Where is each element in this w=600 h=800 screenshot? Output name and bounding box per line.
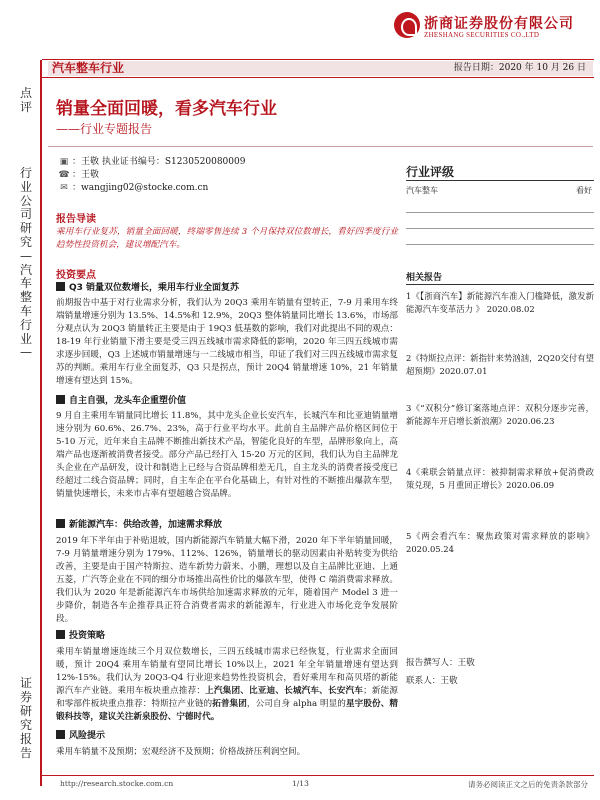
sidebar-research-path: 行业公司研究—汽车整车行业— <box>19 166 32 360</box>
section-1-heading: Q3 销量双位数增长，乘用车行业全面复苏 <box>56 282 239 295</box>
recommended-stocks-parts: 星宇股份、精锻科技等，建议关注新泉股份、宁德时代。 <box>56 699 398 722</box>
rating-row <box>406 185 592 196</box>
sidebar-report-label: 证券研究报告 <box>19 676 32 760</box>
page-number: 1/13 <box>292 779 309 788</box>
contacts-block <box>406 655 475 690</box>
rating-industry: 汽车整车 <box>406 186 438 195</box>
recommended-stocks-passenger: 上汽集团、比亚迪、长城汽车、长安汽车 <box>205 686 364 696</box>
section-3-text: 2019 年下半年由于补贴退坡，国内新能源汽车销量大幅下滑，2020 年下半年销量回暖，7-9 月销量增速分别为 179%、112%、126%，销量增长的驱动因素由补贴转变为供给改善，主要是由于国产特斯拉、造车新势力蔚来、小鹏，理想以及自主品牌比亚迪、上通五菱，广汽等企业在不同的细分市场推出高性价比的爆款车型，使得 C 端消费需求释放。我们认为 2020 年是新能源汽车市场供给加速需求释放的元年，随着国产 Model 3 进一步降价，制造各车企推荐具正符合消费者需求的新能源车，行业进入市场化竞争发展阶段。 <box>56 536 398 624</box>
section-3-heading: 新能源汽车：供给改善，加速需求释放 <box>56 519 222 532</box>
analyst-email-row <box>56 182 245 195</box>
points-heading: 投资要点 <box>56 270 96 281</box>
related-list <box>406 290 594 570</box>
related-item[interactable]: 2《特斯拉点评：新指针来势汹汹，2Q20交付有望超预期》2020.07.01 <box>406 353 594 376</box>
footer-url-link[interactable]: http://research.stocke.com.cn <box>60 779 174 788</box>
company-logo-icon <box>394 12 420 38</box>
rating-rule <box>406 180 594 181</box>
title-rule <box>48 146 593 147</box>
analyst-email[interactable]: ：wangjing02@stocke.com.cn <box>72 183 209 193</box>
section-4-heading: 投资策略 <box>56 630 105 643</box>
footer-rule <box>42 775 594 776</box>
user-icon: ▣ <box>59 157 69 167</box>
bullet-square-icon <box>56 395 65 404</box>
sidebar-report-type: 点评 <box>19 86 32 114</box>
bullet-square-icon <box>56 282 65 291</box>
section-5-heading: 风险提示 <box>56 730 105 743</box>
header-rule <box>42 59 594 60</box>
guide-heading: 报告导读 <box>56 214 96 225</box>
recommended-stock-tuopu: 拓普集团 <box>212 699 247 709</box>
analyst-phone: ：王敬 <box>72 170 100 180</box>
rating-line-2 <box>406 228 594 229</box>
related-item[interactable]: 4《乘联会销量点评：被抑制需求释放+促消费政策兑现，5 月重回正增长》2020.06.09 <box>406 467 594 490</box>
related-rule <box>406 284 594 285</box>
band-bottom-rule <box>42 77 594 78</box>
related-item[interactable]: 3《“双积分”修订案落地点评：双积分逐步完善，新能源车开启增长新浪潮》2020.06.23 <box>406 403 594 426</box>
company-name-cn: 浙商证券股份有限公司 <box>424 16 574 32</box>
rating-heading: 行业评级 <box>406 165 455 179</box>
section-2-heading: 自主自强，龙头车企重塑价值 <box>56 395 186 408</box>
analyst-name-cert: ：王敬 执业证书编号：S1230520080009 <box>72 157 246 167</box>
report-title: 销量全面回暖，看多汽车行业 <box>56 99 277 119</box>
contact-person: 联系人：王敬 <box>406 675 458 686</box>
analyst-info <box>56 156 245 195</box>
rating-line-3 <box>406 244 594 245</box>
related-item[interactable]: 1《【浙商汽车】新能源汽车准入门槛降低，激发新能源汽车变革活力 》 2020.08.02 <box>406 291 594 314</box>
related-item[interactable]: 5《两会看汽车：聚焦政策对需求释放的影响》2020.05.24 <box>406 531 594 554</box>
analyst-name-row <box>56 156 245 169</box>
guide-text: 乘用车行业复苏，销量全面回暖，终端零售连续 3 个月保持双位数增长，看好四季度行业趋势性投资机会，建议增配汽车。 <box>56 227 398 250</box>
industry-category: 汽车整车行业 <box>52 61 125 75</box>
report-subtitle: ——行业专题报告 <box>56 122 153 136</box>
report-date: 报告日期：2020 年 10 月 26 日 <box>453 63 586 73</box>
rating-value: 看好 <box>576 186 592 195</box>
rating-line-1 <box>406 212 594 213</box>
section-5-text: 乘用车销量不及预期；宏观经济不及预期；价格战挤压利润空间。 <box>56 747 306 757</box>
mail-icon: ✉ <box>60 183 68 193</box>
section-4-text: 乘用车销量增速连续三个月双位数增长，三四五线城市需求已经恢复，行业需求全面回暖，预计 20Q4 乘用车销量有望同比增长 10%以上，2021 年全年销量增速有望达到 12%-15%。我们认为 20Q3-Q4 行业迎来趋势性投资机会，看好乘用车和高贝塔的新能源汽车产业链。乘用车板块重点推荐：上汽集团、比亚迪、长城汽车、长安汽车；新能源和零部件板块重点推荐：特斯拉产业链的拓普集团，公司自身 alpha 明显的星宇股份、精锻科技等，建议关注新泉股份、宁德时代。 <box>56 647 398 722</box>
disclaimer-note: 请务必阅读正文之后的免责条款部分 <box>468 780 588 789</box>
left-vertical-rule <box>40 60 42 786</box>
related-heading: 相关报告 <box>406 273 443 283</box>
report-writer: 报告撰写人：王敬 <box>406 658 475 668</box>
phone-icon: ☎ <box>58 170 70 180</box>
analyst-phone-row <box>56 169 245 182</box>
company-name-en: ZHESHANG SECURITIES CO.,LTD <box>424 31 540 39</box>
bullet-square-icon <box>56 519 65 528</box>
section-2-text: 9 月自主乘用车销量同比增长 11.8%，其中龙头企业长安汽车，长城汽车和比亚迪销量增速分别为 60.6%、26.7%、23%，高于行业平均水平。此前自主品牌产品价格区间位于 5-10 万元，近年来自主品牌不断推出新技术产品，智能化良好的车型，品牌形象向上，高端产品也逐渐被消费者接受。部分产品已经打入 15-20 万元的区间，我们认为自主品牌龙头企业在产品研发，设计和制造上已经与合资品牌相差无几，自主龙头的消费者接受度已经超过二线合资品牌；同时，自主车企在平台化基础上，有针对性的不断推出爆款车型，销量快速增长，未来市占率有望超越合资品牌。 <box>56 411 398 499</box>
bullet-square-icon <box>56 730 65 739</box>
bullet-square-icon <box>56 630 65 639</box>
section-1-text: 前期报告中基于对行业需求分析，我们认为 20Q3 乘用车销量有望转正，7-9 月乘用车终端销量增速分别为 13.5%、14.5%和 12.9%，20Q3 整体销量同比增长 13.6%，市场部分观点认为 20Q3 销量转正主要是由于 19Q3 低基数的影响，我们对此提出不同的观点：18-19 年行业销量下滑主要是受三四五线城市需求降低的影响，2020 年三四五线城市需求逐步回暖，Q3 上述城市销量增速与一二线城市相当，印证了我们对三四五线城市需求复苏的判断。乘用车行业全面复苏，Q3 只是拐点，预计 20Q4 销量增速 10%，21 年销量增速有望达到 15%。 <box>56 298 398 386</box>
